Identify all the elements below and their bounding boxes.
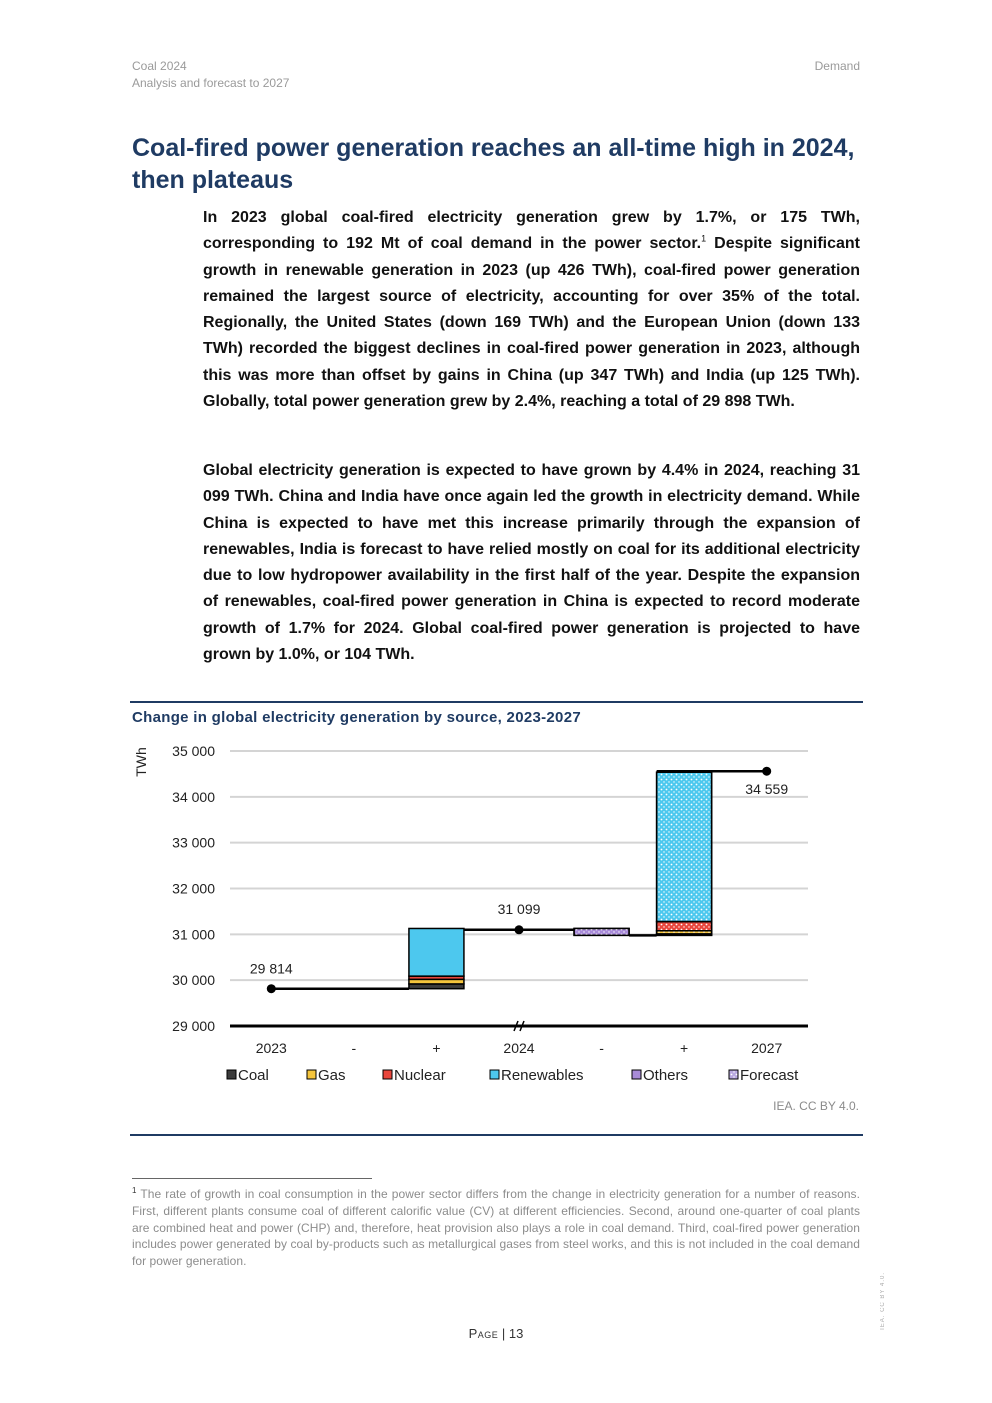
y-tick-label: 32 000 — [172, 880, 215, 897]
paragraph-2: Global electricity generation is expected to have grown by 4.4% in 2024, reaching 31 099 TWh. China and India have once again led the growth in electricity demand. While China is expected to have met this increase primarily through the expansion of renewables, India is forecast to have relied mostly on coal for its additional electricity due to low hydropower availability in the first half of the year. Despite the expansion of renewables, coal-fired power generation in China is expected to record moderate growth of 1.7% for 2024. Global coal-fired power generation is projected to have grown by 1.0%, or 104 TWh. — [203, 462, 860, 664]
paragraph-1-text: In 2023 global coal-fired electricity generation grew by 1.7%, or 175 TWh, corresponding to 192 Mt of coal demand in the power sector. — [203, 209, 860, 253]
figure-top-rule — [130, 701, 863, 703]
x-tick-label: 2023 — [255, 1040, 287, 1056]
bars — [409, 772, 712, 989]
y-tick-label: 33 000 — [172, 834, 215, 851]
report-header — [132, 58, 289, 92]
footnote-rule — [132, 1178, 372, 1179]
footnote-ref[interactable]: 1 — [701, 233, 707, 244]
y-tick-label: 29 000 — [172, 1018, 215, 1034]
y-tick-labels — [172, 743, 215, 1034]
total-marker — [267, 984, 276, 993]
paragraph-1 — [203, 205, 860, 415]
total-marker — [515, 925, 524, 934]
total-label: 31 099 — [497, 900, 541, 917]
legend-label: Nuclear — [394, 1067, 446, 1084]
bar-segment-forecast-pattern — [657, 772, 712, 921]
legend-swatch — [490, 1070, 499, 1079]
legend-swatch-pattern — [729, 1070, 738, 1079]
bar-segment-forecast-pattern — [657, 922, 712, 931]
page-separator: | — [498, 1326, 509, 1341]
x-tick-label: 2027 — [751, 1040, 783, 1056]
page-number-value: 13 — [508, 1326, 524, 1341]
legend-label: Gas — [318, 1067, 346, 1084]
y-tick-label: 31 000 — [172, 926, 215, 943]
legend — [227, 1067, 799, 1084]
footnote — [132, 1186, 860, 1270]
report-subtitle: Analysis and forecast to 2027 — [132, 76, 290, 90]
figure-source: IEA. CC BY 4.0. — [773, 1099, 859, 1113]
page-number — [0, 1326, 992, 1341]
y-tick-label: 35 000 — [172, 743, 215, 759]
section-label: Demand — [814, 59, 860, 73]
legend-swatch — [632, 1070, 641, 1079]
x-tick-label: 2024 — [503, 1040, 535, 1056]
x-tick-label: + — [680, 1040, 689, 1056]
bar-segment — [409, 928, 464, 976]
y-tick-label: 34 000 — [172, 788, 215, 805]
legend-swatch — [383, 1070, 392, 1079]
page-title: Coal-fired power generation reaches an all-time high in 2024, then plateaus — [132, 134, 855, 194]
side-license: IEA. CC BY 4.0. — [880, 1272, 886, 1330]
x-tick-label: - — [599, 1040, 604, 1056]
legend-label: Coal — [238, 1067, 269, 1084]
legend-swatch — [227, 1070, 236, 1079]
total-marker — [762, 767, 771, 776]
x-tick-label: - — [351, 1040, 357, 1056]
y-tick-label: 30 000 — [172, 972, 215, 989]
bar-segment-forecast-pattern — [574, 928, 629, 935]
legend-swatch — [307, 1070, 316, 1079]
page-label: Page — [468, 1326, 499, 1341]
legend-label: Others — [643, 1067, 689, 1084]
x-tick-labels — [256, 1040, 783, 1056]
figure-title: Change in global electricity generation by source, 2023-2027 — [132, 709, 581, 726]
footnote-text: The rate of growth in coal consumption in the power sector differs from the change in electricity generation for a number of reasons. First, different plants consume coal of different calorific value (CV) at different efficiencies. Second, around one-quarter of coal plants are combined heat and power (CHP) and, therefore, heat provision also plays a role in coal demand. Third, coal-fired power generation includes power generated by coal by-products such as metallurgical gases from steel works, and this is not included in the coal demand for power generation. — [132, 1187, 860, 1269]
total-label: 34 559 — [745, 781, 789, 798]
legend-label: Renewables — [501, 1067, 584, 1084]
footnote-marker: 1 — [132, 1186, 137, 1195]
x-tick-label: + — [432, 1040, 441, 1056]
paragraph-1-continued: Despite significant growth in renewable generation in 2023 (up 426 TWh), coal-fired power generation remained the largest source of electricity, accounting for over 35% of the total. Regionally, the United States (down 169 TWh) and the European Union (down 133 TWh) recorded the biggest declines in coal-fired power generation in 2023, although this was more than offset by gains in China (up 347 TWh) and India (up 125 TWh). Globally, total power generation grew by 2.4%, reaching a total of 29 898 TWh. — [203, 235, 860, 411]
legend-label: Forecast — [740, 1067, 799, 1084]
total-label: 29 814 — [249, 960, 293, 977]
y-axis-label: TWh — [133, 747, 149, 777]
figure-bottom-rule — [130, 1134, 863, 1136]
waterfall-chart — [130, 738, 820, 1092]
report-title: Coal 2024 — [132, 59, 187, 73]
